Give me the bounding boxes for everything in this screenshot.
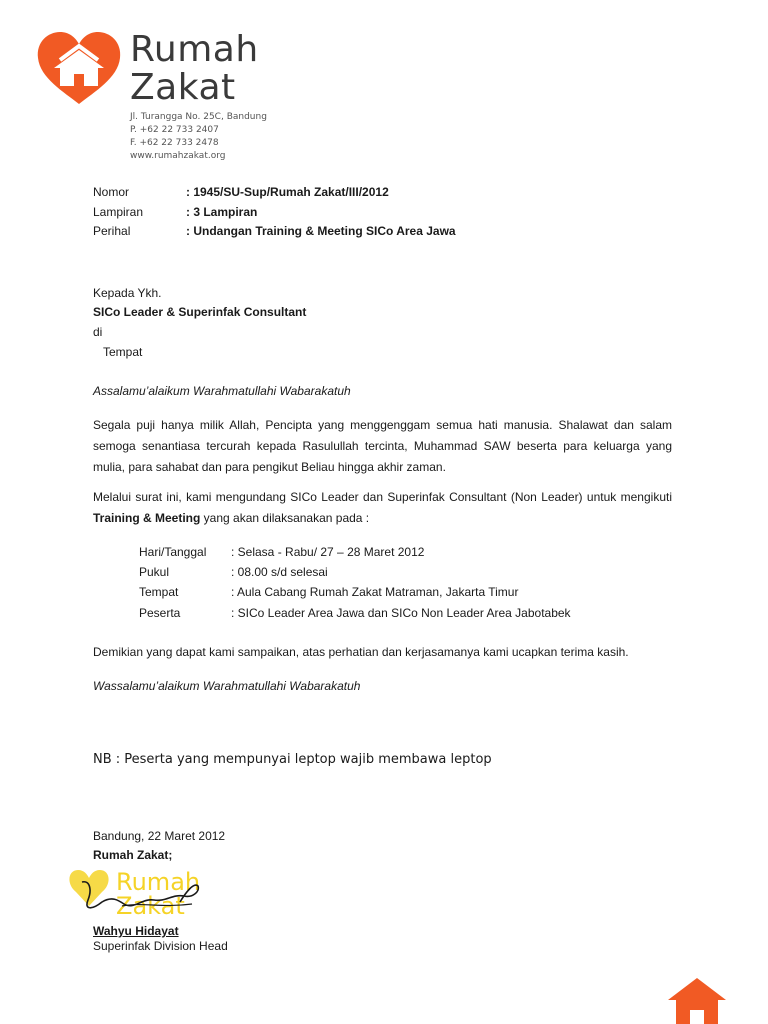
detail-value-time: : 08.00 s/d selesai bbox=[231, 565, 328, 579]
house-icon bbox=[664, 976, 730, 1024]
signature-organization: Rumah Zakat; bbox=[93, 848, 173, 862]
opening-greeting: Assalamu’alaikum Warahmatullahi Wabarakatuh bbox=[93, 384, 351, 398]
detail-value-participants: : SICo Leader Area Jawa dan SICo Non Leader Area Jabotabek bbox=[231, 606, 571, 620]
signature-place-date: Bandung, 22 Maret 2012 bbox=[93, 829, 226, 843]
nb-note: NB : Peserta yang mempunyai leptop wajib membawa leptop bbox=[93, 752, 492, 767]
signatory-name: Wahyu Hidayat bbox=[93, 924, 179, 938]
paragraph-invitation bbox=[93, 487, 672, 529]
ref-label-nomor: Nomor bbox=[93, 185, 130, 199]
ref-label-perihal: Perihal bbox=[93, 224, 131, 238]
signature-stamp-icon bbox=[62, 862, 212, 922]
brand-name-line2: Zakat bbox=[130, 67, 236, 108]
recipient-name: SICo Leader & Superinfak Consultant bbox=[93, 305, 307, 319]
detail-label-participants: Peserta bbox=[139, 606, 181, 620]
closing-text: Demikian yang dapat kami sampaikan, atas perhatian dan kerjasamanya kami ucapkan terima kasih. bbox=[93, 645, 629, 659]
invitation-event: Training & Meeting bbox=[93, 511, 201, 525]
ref-value-perihal: : Undangan Training & Meeting SICo Area Jawa bbox=[186, 224, 456, 238]
stamp-line1: Rumah bbox=[116, 868, 201, 896]
paragraph-opening: Segala puji hanya milik Allah, Pencipta yang menggenggam semua hati manusia. Shalawat dan salam semoga senantiasa tercurah kepada Rasulullah tercinta, Muhammad SAW beserta para keluarga yang mulia, para sahabat dan para pengikut Beliau hingga akhir zaman. bbox=[93, 418, 672, 474]
rumah-zakat-logo-icon bbox=[34, 30, 124, 106]
recipient-salutation: Kepada Ykh. bbox=[93, 286, 162, 300]
brand-name-line1: Rumah bbox=[130, 29, 259, 70]
address-fax: F. +62 22 733 2478 bbox=[130, 138, 219, 148]
signatory-title: Superinfak Division Head bbox=[93, 939, 228, 953]
closing-greeting: Wassalamu’alaikum Warahmatullahi Wabarakatuh bbox=[93, 679, 361, 693]
stamp-line2: Zakat bbox=[116, 892, 185, 920]
detail-value-venue: : Aula Cabang Rumah Zakat Matraman, Jakarta Timur bbox=[231, 585, 519, 599]
invitation-text-after: yang akan dilaksanakan pada : bbox=[200, 511, 370, 525]
ref-value-nomor: : 1945/SU-Sup/Rumah Zakat/III/2012 bbox=[186, 185, 389, 199]
address-street: Jl. Turangga No. 25C, Bandung bbox=[130, 112, 267, 122]
ref-label-lampiran: Lampiran bbox=[93, 205, 144, 219]
ref-value-lampiran: : 3 Lampiran bbox=[186, 205, 258, 219]
detail-label-date: Hari/Tanggal bbox=[139, 545, 207, 559]
detail-label-time: Pukul bbox=[139, 565, 170, 579]
recipient-di: di bbox=[93, 325, 103, 339]
detail-value-date: : Selasa - Rabu/ 27 – 28 Maret 2012 bbox=[231, 545, 425, 559]
detail-label-venue: Tempat bbox=[139, 585, 179, 599]
invitation-text: Melalui surat ini, kami mengundang SICo Leader dan Superinfak Consultant (Non Leader) untuk mengikuti bbox=[93, 490, 672, 504]
address-website: www.rumahzakat.org bbox=[130, 151, 226, 161]
address-phone: P. +62 22 733 2407 bbox=[130, 125, 219, 135]
recipient-place: Tempat bbox=[103, 345, 143, 359]
